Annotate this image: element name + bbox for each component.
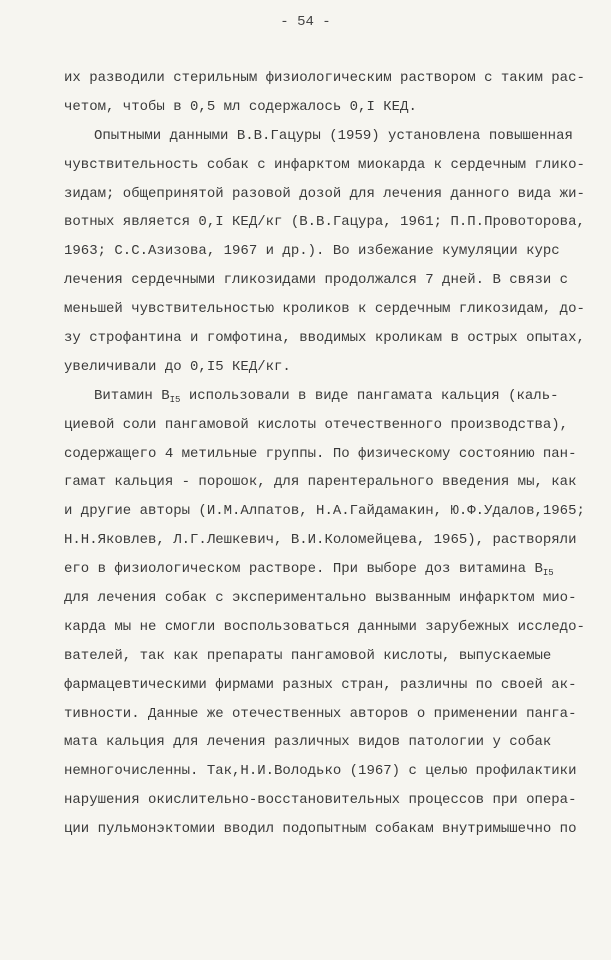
text-line: [64, 584, 578, 613]
subscript: I5: [169, 394, 181, 405]
text-line-content: содержащего 4 метильные группы. По физическому состоянию пан-: [64, 445, 577, 462]
text-line: [64, 324, 585, 353]
text-line-content: вателей, так как препараты пангамовой кислоты, выпускаемые: [64, 647, 552, 664]
text-line: [64, 526, 578, 555]
text-line-content: четом, чтобы в 0,5 мл содержалось 0,I КЕД.: [64, 98, 417, 115]
text-line-continuation: использовали в виде пангамата кальция (каль-: [180, 387, 559, 404]
text-line: [64, 757, 578, 786]
text-line-content: ции пульмонэктомии вводил подопытным собакам внутримышечно по: [64, 821, 577, 838]
subscript: I5: [542, 568, 554, 579]
text-line: [64, 295, 585, 324]
text-line: [64, 180, 585, 209]
text-line: [64, 237, 578, 266]
text-line-content: гамат кальция - порошок, для парентерального введения мы, как: [64, 474, 577, 491]
text-line-content: Н.Н.Яковлев, Л.Г.Лешкевич, В.И.Коломейцева, 1965), растворяли: [64, 532, 577, 549]
text-line-content: чувствительность собак с инфарктом миокарда к сердечным глико-: [64, 156, 585, 173]
text-line-content: тивности. Данные же отечественных авторов о применении панга-: [64, 705, 577, 722]
text-line: [64, 411, 578, 440]
text-line: [64, 151, 585, 180]
text-line: [64, 122, 578, 151]
text-line: [64, 266, 578, 295]
text-line-content: лечения сердечными гликозидами продолжался 7 дней. В связи с: [64, 272, 569, 289]
text-line-content: и другие авторы (И.М.Алпатов, Н.А.Гайдамакин, Ю.Ф.Удалов,1965;: [64, 503, 585, 520]
text-line: [64, 786, 578, 815]
text-line-content: их разводили стерильным физиологическим раствором с таким рас-: [64, 70, 585, 86]
text-line: [64, 64, 585, 93]
text-line-content: 1963; С.С.Азизова, 1967 и др.). Во избежание кумуляции курс: [64, 243, 560, 260]
text-line: [64, 208, 585, 237]
text-line-content: фармацевтическими фирмами разных стран, различны по своей ак-: [64, 676, 577, 693]
text-line-content: Опытными данными В.В.Гацуры (1959) установлена повышенная: [94, 127, 573, 144]
text-line-content: его в физиологическом растворе. При выборе доз витамина B: [64, 561, 543, 578]
text-line: [64, 93, 578, 122]
text-line: [64, 700, 578, 729]
text-line: [64, 555, 578, 584]
text-line: [64, 497, 585, 526]
text-line: [64, 468, 578, 497]
text-line-content: нарушения окислительно-восстановительных процессов при опера-: [64, 792, 577, 809]
text-line-content: меньшей чувствительностью кроликов к сердечным гликозидам, до-: [64, 301, 585, 318]
text-line: [64, 815, 578, 844]
text-line-content: мата кальция для лечения различных видов патологии у собак: [64, 734, 552, 751]
page-number: - 54 -: [280, 14, 331, 30]
text-line: [64, 728, 578, 757]
text-line-content: для лечения собак с экспериментально вызванным инфарктом мио-: [64, 590, 577, 607]
text-line-content: вотных является 0,I КЕД/кг (В.В.Гацура, 1961; П.П.Провоторова,: [64, 214, 585, 231]
text-line-content: карда мы не смогли воспользоваться данными зарубежных исследо-: [64, 618, 585, 635]
text-line: [64, 642, 578, 671]
text-line-content: зу строфантина и гомфотина, вводимых кроликам в острых опытах,: [64, 330, 585, 347]
text-line: [64, 440, 578, 469]
text-line: [64, 353, 578, 382]
text-line-content: немногочисленны. Так,Н.И.Володько (1967) с целью профилактики: [64, 763, 577, 780]
text-line-content: увеличивали до 0,I5 КЕД/кг.: [64, 358, 291, 375]
text-line: [64, 382, 578, 411]
text-line-content: циевой соли пангамовой кислоты отечественного производства),: [64, 416, 569, 433]
text-line-content: Витамин B: [94, 387, 170, 404]
text-line: [64, 671, 578, 700]
text-line: [64, 613, 585, 642]
text-line-content: зидам; общепринятой разовой дозой для лечения данного вида жи-: [64, 185, 585, 202]
body-text: [64, 64, 585, 844]
